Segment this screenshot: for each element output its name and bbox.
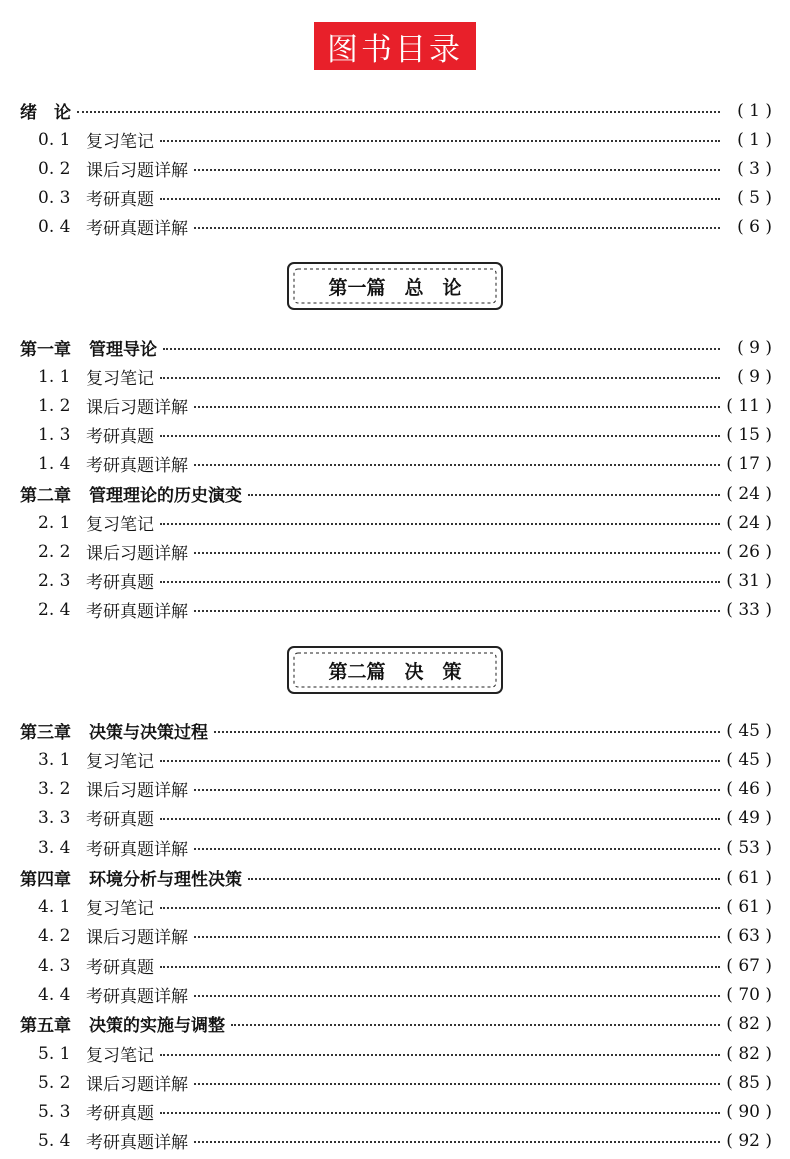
toc-subentry[interactable] xyxy=(38,745,772,774)
dot-leader xyxy=(160,818,720,820)
dot-leader xyxy=(160,198,720,200)
page-number: ( 45 ) xyxy=(726,749,772,770)
page-number: ( 61 ) xyxy=(726,896,772,917)
dot-leader xyxy=(194,227,720,229)
section-number: 5. 2 xyxy=(38,1072,71,1093)
dot-leader xyxy=(160,523,720,525)
page-number: ( 61 ) xyxy=(726,867,772,888)
section-title: 考研真题 xyxy=(86,190,154,210)
dot-leader xyxy=(248,494,720,496)
page-number: ( 63 ) xyxy=(726,925,772,946)
section-number: 2. 1 xyxy=(38,512,71,533)
section-title: 考研真题 xyxy=(86,573,154,593)
section-title: 考研真题 xyxy=(86,958,154,978)
section-title: 考研真题 xyxy=(86,1104,154,1124)
dot-leader xyxy=(194,789,720,791)
dot-leader xyxy=(160,1054,720,1056)
dot-leader xyxy=(160,760,720,762)
page-number: ( 92 ) xyxy=(726,1130,772,1151)
part-title: 第二篇 决 策 xyxy=(328,660,462,683)
page-number: ( 26 ) xyxy=(726,541,772,562)
part-title: 第一篇 总 论 xyxy=(328,276,462,299)
toc-subentry[interactable] xyxy=(38,362,772,391)
section-title: 复习笔记 xyxy=(86,1046,154,1066)
page-number: ( 70 ) xyxy=(726,984,772,1005)
section-number: 3. 4 xyxy=(38,837,71,858)
chapter-title: 决策与决策过程 xyxy=(89,723,208,743)
dot-leader xyxy=(194,610,720,612)
page-number: ( 53 ) xyxy=(726,837,772,858)
page-number: ( 82 ) xyxy=(726,1043,772,1064)
section-number: 5. 1 xyxy=(38,1043,71,1064)
page-number: ( 17 ) xyxy=(726,453,772,474)
toc-subentry[interactable] xyxy=(38,774,772,803)
section-number: 0. 1 xyxy=(38,129,71,150)
page-number: ( 33 ) xyxy=(726,599,772,620)
page-number: ( 3 ) xyxy=(737,158,772,179)
toc-subentry[interactable] xyxy=(38,951,772,980)
toc-chapter-entry[interactable] xyxy=(20,479,772,508)
toc-subentry[interactable] xyxy=(38,566,772,595)
toc-chapter-entry[interactable] xyxy=(20,863,772,892)
section-title: 考研真题 xyxy=(86,810,154,830)
page-number: ( 24 ) xyxy=(726,483,772,504)
toc-entry-intro[interactable] xyxy=(20,96,772,125)
dot-leader xyxy=(194,552,720,554)
toc-subentry[interactable] xyxy=(38,921,772,950)
page-number: ( 6 ) xyxy=(737,216,772,237)
page-number: ( 1 ) xyxy=(737,129,772,150)
section-number: 1. 4 xyxy=(38,453,71,474)
section-number: 4. 2 xyxy=(38,925,71,946)
section-number: 1. 3 xyxy=(38,424,71,445)
page-number: ( 85 ) xyxy=(726,1072,772,1093)
page-number: ( 11 ) xyxy=(726,395,772,416)
section-number: 4. 3 xyxy=(38,955,71,976)
toc-chapter-entry[interactable] xyxy=(20,1009,772,1038)
page-number: ( 9 ) xyxy=(737,366,772,387)
toc-subentry[interactable] xyxy=(38,1039,772,1068)
dot-leader xyxy=(160,907,720,909)
toc-subentry[interactable] xyxy=(38,833,772,862)
chapter-title: 决策的实施与调整 xyxy=(89,1016,225,1036)
section-title: 考研真题详解 xyxy=(86,840,188,860)
section-title: 复习笔记 xyxy=(86,899,154,919)
chapter-number: 第一章 xyxy=(20,340,71,360)
dot-leader xyxy=(160,966,720,968)
section-title: 考研真题详解 xyxy=(86,219,188,239)
dot-leader xyxy=(194,1083,720,1085)
page-number: ( 49 ) xyxy=(726,807,772,828)
section-title: 课后习题详解 xyxy=(86,928,188,948)
toc-subentry[interactable] xyxy=(38,1097,772,1126)
section-title: 复习笔记 xyxy=(86,132,154,152)
section-title: 复习笔记 xyxy=(86,515,154,535)
page-number: ( 1 ) xyxy=(737,100,772,121)
dot-leader xyxy=(194,464,720,466)
dot-leader xyxy=(194,406,720,408)
section-title: 课后习题详解 xyxy=(86,1075,188,1095)
toc-subentry[interactable] xyxy=(38,1068,772,1097)
toc-subentry[interactable] xyxy=(38,1126,772,1155)
section-title: 考研真题详解 xyxy=(86,1133,188,1153)
page-number: ( 67 ) xyxy=(726,955,772,976)
section-number: 3. 3 xyxy=(38,807,71,828)
toc-subentry[interactable] xyxy=(38,125,772,154)
section-title: 课后习题详解 xyxy=(86,544,188,564)
dot-leader xyxy=(163,348,720,350)
dot-leader xyxy=(214,731,720,733)
toc-subentry[interactable] xyxy=(38,892,772,921)
section-number: 4. 4 xyxy=(38,984,71,1005)
section-number: 0. 3 xyxy=(38,187,71,208)
section-number: 1. 2 xyxy=(38,395,71,416)
toc-subentry[interactable] xyxy=(38,803,772,832)
toc-subentry[interactable] xyxy=(38,449,772,478)
chapter-title: 环境分析与理性决策 xyxy=(89,870,242,890)
toc-subentry[interactable] xyxy=(38,391,772,420)
dot-leader xyxy=(160,581,720,583)
section-number: 4. 1 xyxy=(38,896,71,917)
dot-leader xyxy=(194,995,720,997)
toc-subentry[interactable] xyxy=(38,154,772,183)
toc-chapter-entry[interactable] xyxy=(20,716,772,745)
section-title: 课后习题详解 xyxy=(86,781,188,801)
page-number: ( 90 ) xyxy=(726,1101,772,1122)
page-number: ( 45 ) xyxy=(726,720,772,741)
page-number: ( 5 ) xyxy=(737,187,772,208)
section-number: 2. 2 xyxy=(38,541,71,562)
toc-subentry[interactable] xyxy=(38,420,772,449)
section-number: 3. 2 xyxy=(38,778,71,799)
intro-title: 绪 论 xyxy=(20,103,71,123)
section-number: 2. 4 xyxy=(38,599,71,620)
dot-leader xyxy=(194,848,720,850)
chapter-title: 管理理论的历史演变 xyxy=(89,486,242,506)
page-number: ( 24 ) xyxy=(726,512,772,533)
section-number: 5. 3 xyxy=(38,1101,71,1122)
section-number: 0. 2 xyxy=(38,158,71,179)
section-number: 5. 4 xyxy=(38,1130,71,1151)
page-number: ( 31 ) xyxy=(726,570,772,591)
part-banner xyxy=(286,261,504,311)
chapter-number: 第三章 xyxy=(20,723,71,743)
dot-leader xyxy=(231,1024,720,1026)
section-title: 课后习题详解 xyxy=(86,161,188,181)
dot-leader xyxy=(194,169,720,171)
dot-leader xyxy=(160,377,720,379)
dot-leader xyxy=(194,1141,720,1143)
chapter-number: 第四章 xyxy=(20,870,71,890)
toc-subentry[interactable] xyxy=(38,183,772,212)
page-number: ( 15 ) xyxy=(726,424,772,445)
section-number: 2. 3 xyxy=(38,570,71,591)
chapter-title: 管理导论 xyxy=(89,340,157,360)
toc-subentry[interactable] xyxy=(38,508,772,537)
page-number: ( 82 ) xyxy=(726,1013,772,1034)
dot-leader xyxy=(77,111,720,113)
section-title: 课后习题详解 xyxy=(86,398,188,418)
section-title: 考研真题详解 xyxy=(86,456,188,476)
dot-leader xyxy=(194,936,720,938)
dot-leader xyxy=(248,878,720,880)
toc-subentry[interactable] xyxy=(38,595,772,624)
section-number: 0. 4 xyxy=(38,216,71,237)
section-title: 考研真题详解 xyxy=(86,987,188,1007)
toc-subentry[interactable] xyxy=(38,212,772,241)
section-title: 考研真题 xyxy=(86,427,154,447)
section-number: 1. 1 xyxy=(38,366,71,387)
section-title: 复习笔记 xyxy=(86,752,154,772)
page-number: ( 9 ) xyxy=(737,337,772,358)
page-number: ( 46 ) xyxy=(726,778,772,799)
section-title: 复习笔记 xyxy=(86,369,154,389)
dot-leader xyxy=(160,435,720,437)
toc-subentry[interactable] xyxy=(38,980,772,1009)
page-title: 图书目录 xyxy=(314,22,476,70)
section-title: 考研真题详解 xyxy=(86,602,188,622)
dot-leader xyxy=(160,140,720,142)
dot-leader xyxy=(160,1112,720,1114)
toc-chapter-entry[interactable] xyxy=(20,333,772,362)
part-banner xyxy=(286,645,504,695)
toc-subentry[interactable] xyxy=(38,537,772,566)
chapter-number: 第二章 xyxy=(20,486,71,506)
chapter-number: 第五章 xyxy=(20,1016,71,1036)
section-number: 3. 1 xyxy=(38,749,71,770)
